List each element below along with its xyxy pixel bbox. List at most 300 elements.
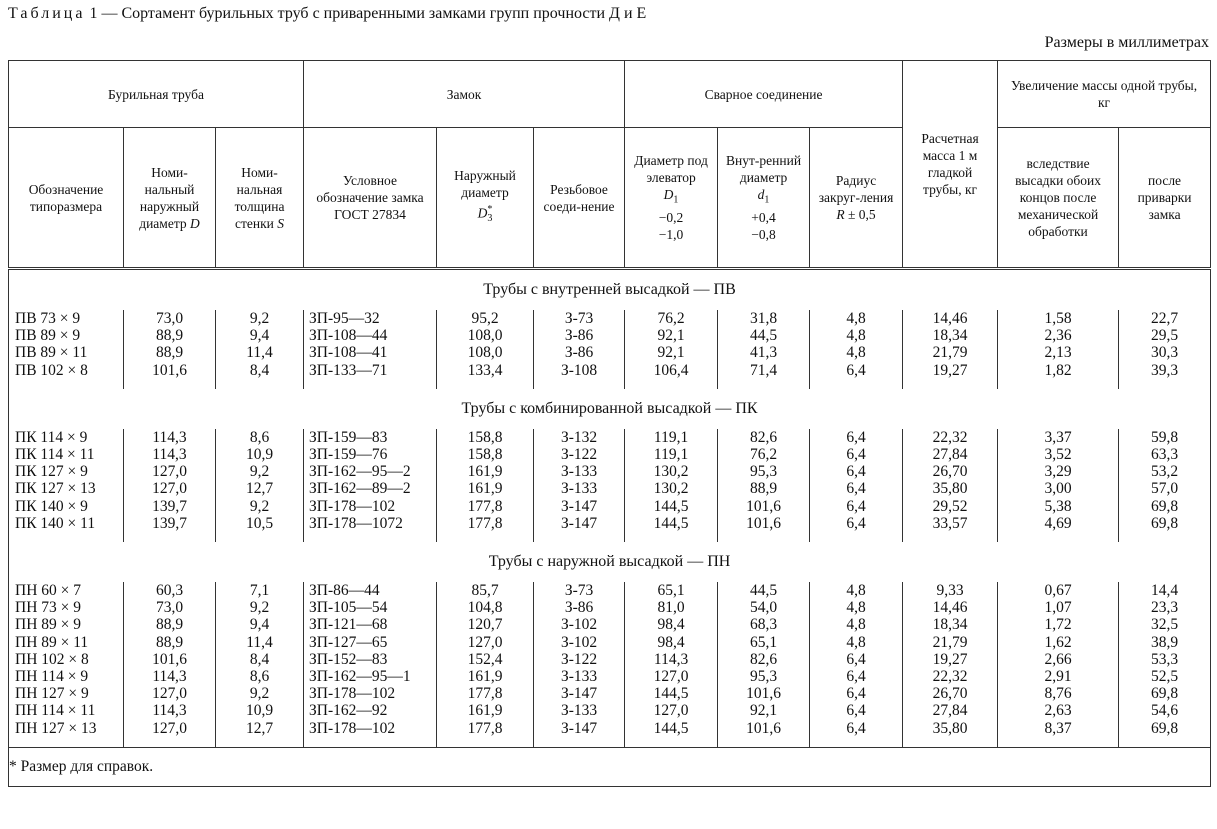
table-cell: ПН 114 × 9 (9, 668, 124, 685)
caption-label: Таблица (8, 5, 86, 22)
table-cell: 27,84 (903, 702, 998, 719)
table-cell: 6,4 (810, 480, 903, 497)
table-cell: 158,8 (437, 429, 534, 446)
table-cell: З-133 (534, 702, 625, 719)
table-cell: 85,7 (437, 582, 534, 599)
table-cell: 31,8 (718, 310, 810, 327)
table-cell: 5,38 (998, 498, 1119, 515)
table-cell: 127,0 (124, 480, 216, 497)
table-cell: ЗП-162—89—2 (304, 480, 437, 497)
header-inc-weld: после приварки замка (1119, 128, 1211, 269)
table-cell: 9,4 (216, 616, 304, 633)
spacer-cell (304, 737, 437, 748)
table-cell: 114,3 (625, 651, 718, 668)
header-inner-tol2: −0,8 (751, 226, 776, 242)
table-row (9, 616, 1211, 633)
table-cell: 10,9 (216, 702, 304, 719)
table-cell: 19,27 (903, 651, 998, 668)
table-cell: 30,3 (1119, 344, 1211, 361)
table-cell: ЗП-127—65 (304, 634, 437, 651)
table-cell: 29,52 (903, 498, 998, 515)
table-cell: 41,3 (718, 344, 810, 361)
header-radius-sym: R (836, 207, 845, 222)
table-cell: 81,0 (625, 599, 718, 616)
section-title: Трубы с внутренней высадкой — ПВ (9, 269, 1211, 311)
spacer-cell (718, 532, 810, 542)
table-cell: 139,7 (124, 498, 216, 515)
table-row (9, 685, 1211, 702)
table-cell: 69,8 (1119, 720, 1211, 737)
table-cell: 120,7 (437, 616, 534, 633)
table-cell: ПН 102 × 8 (9, 651, 124, 668)
table-cell: 114,3 (124, 702, 216, 719)
table-cell: 65,1 (718, 634, 810, 651)
table-cell: 35,80 (903, 480, 998, 497)
table-cell: 4,8 (810, 344, 903, 361)
table-row (9, 498, 1211, 515)
spacer-cell (534, 379, 625, 389)
table-cell: 68,3 (718, 616, 810, 633)
spacer-cell (998, 532, 1119, 542)
table-cell: 8,6 (216, 668, 304, 685)
footnote: * Размер для справок. (9, 747, 1211, 786)
table-cell: З-133 (534, 668, 625, 685)
spacer-cell (9, 737, 124, 748)
spacer-cell (124, 737, 216, 748)
table-cell: 161,9 (437, 702, 534, 719)
table-cell: З-108 (534, 362, 625, 379)
table-cell: 127,0 (625, 702, 718, 719)
table-cell: 2,66 (998, 651, 1119, 668)
header-outer-diam (437, 128, 534, 269)
table-cell: 82,6 (718, 429, 810, 446)
header-nom-diam-text: Номи-нальный наружный диаметр (139, 164, 200, 231)
table-cell: ЗП-178—102 (304, 498, 437, 515)
table-row (9, 720, 1211, 737)
spacer-cell (903, 737, 998, 748)
table-cell: 12,7 (216, 480, 304, 497)
spacer-cell (437, 737, 534, 748)
table-cell: 1,62 (998, 634, 1119, 651)
table-cell: З-147 (534, 515, 625, 532)
table-cell: 127,0 (124, 463, 216, 480)
header-nom-diam (124, 128, 216, 269)
table-cell: 38,9 (1119, 634, 1211, 651)
header-radius-text: Радиус закруг-ления (818, 173, 894, 205)
table-cell: 3,29 (998, 463, 1119, 480)
spacer-cell (1119, 379, 1211, 389)
table-cell: 108,0 (437, 327, 534, 344)
table-cell: ЗП-178—102 (304, 720, 437, 737)
table-cell: 10,9 (216, 446, 304, 463)
header-elev-tol2: −1,0 (658, 226, 684, 242)
table-cell: 26,70 (903, 463, 998, 480)
table-cell: 14,4 (1119, 582, 1211, 599)
header-lock: Замок (304, 61, 625, 128)
header-radius (810, 128, 903, 269)
table-cell: 101,6 (718, 515, 810, 532)
table-cell: ПК 114 × 9 (9, 429, 124, 446)
table-cell: 92,1 (625, 344, 718, 361)
table-row (9, 668, 1211, 685)
table-cell: З-147 (534, 498, 625, 515)
table-cell: 158,8 (437, 446, 534, 463)
table-cell: З-73 (534, 582, 625, 599)
table-cell: З-132 (534, 429, 625, 446)
table-cell: 60,3 (124, 582, 216, 599)
header-thread: Резьбовое соеди-нение (534, 128, 625, 269)
spacer-cell (216, 532, 304, 542)
table-cell: 3,37 (998, 429, 1119, 446)
table-cell: 27,84 (903, 446, 998, 463)
table-cell: З-102 (534, 616, 625, 633)
spacer-cell (9, 379, 124, 389)
table-row (9, 702, 1211, 719)
table-cell: 127,0 (625, 668, 718, 685)
header-mass: Расчетная масса 1 м гладкой трубы, кг (903, 61, 998, 269)
header-outer-diam-sub: 3 (487, 213, 493, 225)
spacer-cell (810, 737, 903, 748)
table-cell: 127,0 (437, 634, 534, 651)
table-cell: 6,4 (810, 429, 903, 446)
table-cell: 21,79 (903, 344, 998, 361)
header-nom-wall-sym: S (277, 215, 285, 231)
table-row (9, 599, 1211, 616)
table-cell: ПН 89 × 9 (9, 616, 124, 633)
table-cell: 127,0 (124, 720, 216, 737)
table-row (9, 446, 1211, 463)
table-cell: 0,67 (998, 582, 1119, 599)
caption-number: 1 (89, 5, 98, 22)
spacer-cell (998, 379, 1119, 389)
table-cell: З-102 (534, 634, 625, 651)
table-cell: 71,4 (718, 362, 810, 379)
spacer-cell (718, 379, 810, 389)
table-cell: З-73 (534, 310, 625, 327)
table-cell: 9,2 (216, 685, 304, 702)
header-inner-sub: 1 (764, 194, 770, 206)
header-nom-wall-text: Номи-нальная толщина стенки (234, 164, 285, 231)
table-cell: ЗП-159—76 (304, 446, 437, 463)
table-cell: 114,3 (124, 446, 216, 463)
table-cell: 8,6 (216, 429, 304, 446)
section-heading-row (9, 542, 1211, 582)
spacer-cell (903, 532, 998, 542)
table-cell: ПК 127 × 13 (9, 480, 124, 497)
header-elev-sub: 1 (673, 194, 679, 206)
table-cell: ПК 140 × 11 (9, 515, 124, 532)
table-row (9, 480, 1211, 497)
spacer-cell (625, 737, 718, 748)
table-cell: 39,3 (1119, 362, 1211, 379)
table-cell: 18,34 (903, 327, 998, 344)
table-cell: 127,0 (124, 685, 216, 702)
table-cell: 69,8 (1119, 515, 1211, 532)
table-cell: 6,4 (810, 702, 903, 719)
table-cell: 10,5 (216, 515, 304, 532)
table-cell: 95,3 (718, 463, 810, 480)
table-cell: ЗП-178—1072 (304, 515, 437, 532)
table-cell: 7,1 (216, 582, 304, 599)
header-inner-diam (718, 128, 810, 269)
table-cell: 65,1 (625, 582, 718, 599)
table-cell: 92,1 (718, 702, 810, 719)
table-cell: 8,76 (998, 685, 1119, 702)
header-outer-diam-text: Наружный диаметр (454, 168, 516, 201)
table-cell: ЗП-121—68 (304, 616, 437, 633)
header-outer-diam-sup: * (487, 204, 493, 216)
table-row (9, 515, 1211, 532)
table-cell: 22,7 (1119, 310, 1211, 327)
table-cell: 6,4 (810, 362, 903, 379)
spacer-cell (625, 532, 718, 542)
table-body (9, 269, 1211, 748)
table-cell: 144,5 (625, 515, 718, 532)
table-cell: 4,8 (810, 616, 903, 633)
table-cell: 12,7 (216, 720, 304, 737)
spacer-cell (998, 737, 1119, 748)
table-cell: 101,6 (718, 720, 810, 737)
table-cell: 35,80 (903, 720, 998, 737)
table-cell: 133,4 (437, 362, 534, 379)
table-cell: 76,2 (718, 446, 810, 463)
table-cell: 9,2 (216, 310, 304, 327)
header-pipe: Бурильная труба (9, 61, 304, 128)
table-cell: 161,9 (437, 668, 534, 685)
table-cell: ПК 114 × 11 (9, 446, 124, 463)
table-row (9, 429, 1211, 446)
table-cell: 6,4 (810, 651, 903, 668)
table-cell: 101,6 (124, 651, 216, 668)
table-cell: ПК 140 × 9 (9, 498, 124, 515)
table-cell: 9,33 (903, 582, 998, 599)
table-cell: 161,9 (437, 463, 534, 480)
spacer-cell (9, 532, 124, 542)
table-cell: З-147 (534, 685, 625, 702)
table-row (9, 362, 1211, 379)
table-cell: ПВ 89 × 11 (9, 344, 124, 361)
table-cell: 6,4 (810, 668, 903, 685)
table-cell: ЗП-86—44 (304, 582, 437, 599)
table-cell: 1,07 (998, 599, 1119, 616)
header-designation (9, 128, 124, 269)
table-cell: 6,4 (810, 446, 903, 463)
table-cell: ЗП-162—92 (304, 702, 437, 719)
table-cell: 11,4 (216, 344, 304, 361)
spacer-cell (124, 379, 216, 389)
header-inner-diam-text: Внут-ренний диаметр (726, 153, 802, 186)
table-cell: 9,2 (216, 463, 304, 480)
table-cell: 29,5 (1119, 327, 1211, 344)
table-cell: ЗП-162—95—2 (304, 463, 437, 480)
table-row (9, 634, 1211, 651)
header-elev-diam (625, 128, 718, 269)
table-cell: 82,6 (718, 651, 810, 668)
spacer-cell (810, 379, 903, 389)
table-cell: 6,4 (810, 515, 903, 532)
table-cell: 6,4 (810, 498, 903, 515)
table-cell: 9,4 (216, 327, 304, 344)
header-elev-diam-text: Диаметр под элеватор (634, 153, 708, 186)
spacer-cell (216, 737, 304, 748)
table-cell: 3,52 (998, 446, 1119, 463)
spacer-cell (1119, 737, 1211, 748)
table-cell: 18,34 (903, 616, 998, 633)
table-cell: ЗП-152—83 (304, 651, 437, 668)
table-cell: 69,8 (1119, 498, 1211, 515)
spacer-cell (534, 532, 625, 542)
table-cell: 88,9 (124, 344, 216, 361)
table-cell: 2,91 (998, 668, 1119, 685)
table-cell: 73,0 (124, 599, 216, 616)
table-cell: 152,4 (437, 651, 534, 668)
table-cell: ПН 60 × 7 (9, 582, 124, 599)
table-cell: ПК 127 × 9 (9, 463, 124, 480)
table-cell: З-122 (534, 651, 625, 668)
table-cell: 108,0 (437, 344, 534, 361)
table-cell: 101,6 (718, 498, 810, 515)
spacer-cell (718, 737, 810, 748)
table-cell: 177,8 (437, 685, 534, 702)
table-cell: 22,32 (903, 668, 998, 685)
table-cell: 95,2 (437, 310, 534, 327)
table-cell: ПН 89 × 11 (9, 634, 124, 651)
spacer-cell (216, 379, 304, 389)
table-cell: 95,3 (718, 668, 810, 685)
section-title: Трубы с комбинированной высадкой — ПК (9, 389, 1211, 429)
spacer-cell (1119, 532, 1211, 542)
units-note: Размеры в миллиметрах (1044, 34, 1209, 51)
table-cell: 4,8 (810, 634, 903, 651)
header-elev-tol1: −0,2 (658, 209, 684, 225)
table-cell: 6,4 (810, 720, 903, 737)
table-cell: 1,58 (998, 310, 1119, 327)
table-cell: 88,9 (124, 634, 216, 651)
table-cell: 26,70 (903, 685, 998, 702)
header-inner-sym: d (757, 187, 765, 203)
table-cell: 73,0 (124, 310, 216, 327)
header-nom-wall (216, 128, 304, 269)
table-cell: 88,9 (718, 480, 810, 497)
table-cell: ЗП-178—102 (304, 685, 437, 702)
spacer-cell (437, 532, 534, 542)
table-cell: 92,1 (625, 327, 718, 344)
table-cell: 21,79 (903, 634, 998, 651)
header-elev-sym: D (663, 187, 674, 203)
table-row (9, 463, 1211, 480)
header-weld: Сварное соединение (625, 61, 903, 128)
table-cell: З-86 (534, 344, 625, 361)
table-cell: ЗП-162—95—1 (304, 668, 437, 685)
table-cell: 69,8 (1119, 685, 1211, 702)
spacer-cell (304, 379, 437, 389)
table-cell: 8,37 (998, 720, 1119, 737)
table-cell: 54,6 (1119, 702, 1211, 719)
table-cell: З-86 (534, 599, 625, 616)
header-inc-both: вследствие высадки обоих концов после механической обработки (998, 128, 1119, 269)
table-caption (8, 5, 646, 23)
section-spacer-row (9, 379, 1211, 389)
table-cell: 130,2 (625, 463, 718, 480)
spacer-cell (903, 379, 998, 389)
table-cell: 98,4 (625, 634, 718, 651)
header-inner-tol1: +0,4 (751, 209, 776, 225)
table-cell: ПН 127 × 13 (9, 720, 124, 737)
caption-text: — Сортамент бурильных труб с приваренными замками групп прочности Д и Е (101, 5, 647, 22)
table-cell: 114,3 (124, 668, 216, 685)
spacer-cell (304, 532, 437, 542)
table-cell: 101,6 (124, 362, 216, 379)
table-cell: 144,5 (625, 720, 718, 737)
table-cell: 2,36 (998, 327, 1119, 344)
table-cell: 33,57 (903, 515, 998, 532)
table-row (9, 327, 1211, 344)
table-cell: 88,9 (124, 616, 216, 633)
table-cell: ЗП-133—71 (304, 362, 437, 379)
table-cell: 4,69 (998, 515, 1119, 532)
table-row (9, 582, 1211, 599)
section-title: Трубы с наружной высадкой — ПН (9, 542, 1211, 582)
section-heading-row (9, 389, 1211, 429)
table-cell: 9,2 (216, 599, 304, 616)
table-cell: 1,82 (998, 362, 1119, 379)
table-cell: 8,4 (216, 651, 304, 668)
table-cell: 177,8 (437, 720, 534, 737)
table-cell: 76,2 (625, 310, 718, 327)
table-cell: 119,1 (625, 446, 718, 463)
table-cell: 19,27 (903, 362, 998, 379)
table-cell: З-133 (534, 463, 625, 480)
spacer-cell (625, 379, 718, 389)
section-spacer-row (9, 532, 1211, 542)
table-cell: 8,4 (216, 362, 304, 379)
table-cell: 57,0 (1119, 480, 1211, 497)
table-cell: ПВ 102 × 8 (9, 362, 124, 379)
section-heading-row (9, 269, 1211, 311)
table-cell: 6,4 (810, 685, 903, 702)
table-cell: З-147 (534, 720, 625, 737)
table-cell: ПН 127 × 9 (9, 685, 124, 702)
pipe-assortment-table (8, 60, 1211, 787)
table-cell: ЗП-95—32 (304, 310, 437, 327)
table-row (9, 651, 1211, 668)
table-cell: 4,8 (810, 327, 903, 344)
table-cell: 139,7 (124, 515, 216, 532)
table-cell: 54,0 (718, 599, 810, 616)
table-cell: 14,46 (903, 599, 998, 616)
spacer-cell (437, 379, 534, 389)
table-cell: 53,2 (1119, 463, 1211, 480)
table-cell: 2,63 (998, 702, 1119, 719)
header-lock-desig: Условное обозначение замка ГОСТ 27834 (304, 128, 437, 269)
table-cell: ЗП-108—41 (304, 344, 437, 361)
table-cell: 14,46 (903, 310, 998, 327)
table-cell: З-86 (534, 327, 625, 344)
header-nom-diam-sym: D (190, 215, 200, 231)
table-cell: 106,4 (625, 362, 718, 379)
table-cell: ЗП-108—44 (304, 327, 437, 344)
header-radius-tol: ± 0,5 (848, 207, 876, 222)
spacer-cell (534, 737, 625, 748)
table-cell: 63,3 (1119, 446, 1211, 463)
table-cell: ПН 114 × 11 (9, 702, 124, 719)
table-cell: 52,5 (1119, 668, 1211, 685)
table-cell: 4,8 (810, 599, 903, 616)
table-cell: ЗП-105—54 (304, 599, 437, 616)
table-cell: 32,5 (1119, 616, 1211, 633)
table-row (9, 344, 1211, 361)
table-cell: 114,3 (124, 429, 216, 446)
